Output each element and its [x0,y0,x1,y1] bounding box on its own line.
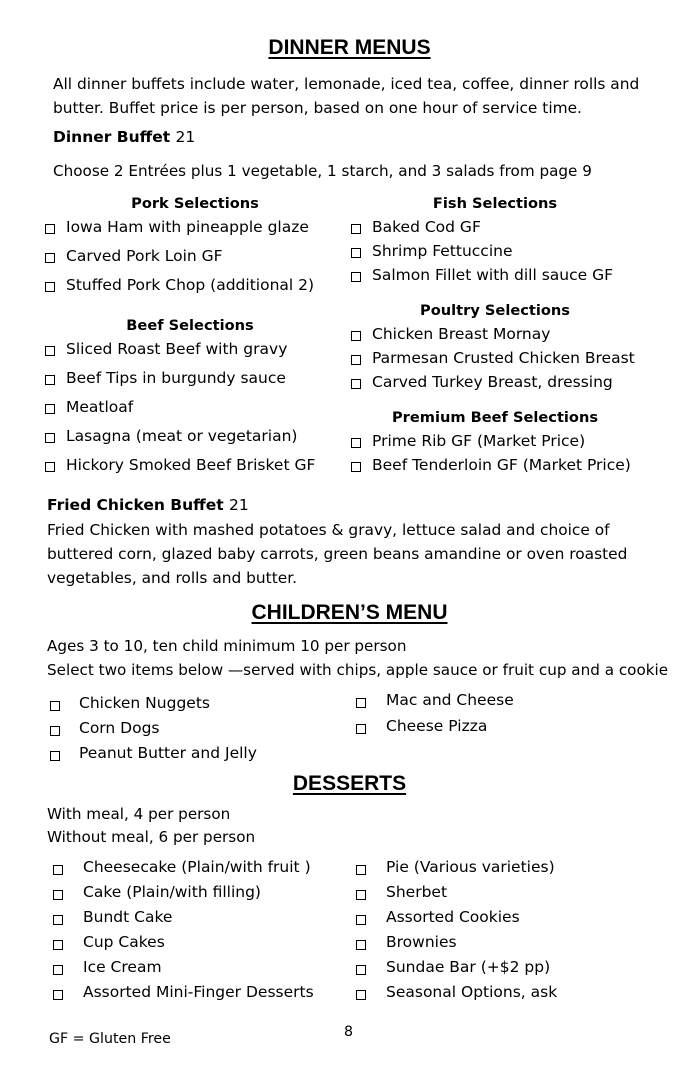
checkbox-icon[interactable] [45,253,55,263]
checkbox-icon[interactable] [45,224,55,234]
fried-chicken-description: Fried Chicken with mashed potatoes & gravy, lettuce salad and choice of buttered corn, glazed baby carrots, green beans amandine or oven roasted vegetables, and rolls and butter. [47,521,628,587]
item-label: Salmon Fillet with dill sauce GF [372,266,614,284]
item-label: Assorted Cookies [386,908,520,926]
checkbox-icon[interactable] [45,433,55,443]
desserts-title: DESSERTS [292,772,407,795]
dinner-buffet-heading [53,128,195,146]
item-label: Ice Cream [83,958,162,976]
item-label: Mac and Cheese [386,691,514,709]
checkbox-icon[interactable] [351,438,361,448]
item-label: Carved Turkey Breast, dressing [372,373,613,391]
checkbox-icon[interactable] [351,379,361,389]
checkbox-icon[interactable] [351,272,361,282]
checkbox-icon[interactable] [356,890,366,900]
item-label: Carved Pork Loin GF [66,247,223,265]
item-label: Chicken Nuggets [79,694,210,712]
item-label: Bundt Cake [83,908,173,926]
item-label: Beef Tenderloin GF (Market Price) [372,456,631,474]
item-label: Sundae Bar (+$2 pp) [386,958,551,976]
checkbox-icon[interactable] [53,890,63,900]
gluten-free-note: GF = Gluten Free [49,1031,171,1047]
intro-text: All dinner buffets include water, lemonade, iced tea, coffee, dinner rolls and butter. Buffet price is per person, based on one hour of service time. [53,75,640,117]
item-label: Peanut Butter and Jelly [79,744,257,762]
checkbox-icon[interactable] [45,375,55,385]
item-label: Chicken Breast Mornay [372,325,551,343]
checkbox-icon[interactable] [53,990,63,1000]
item-label: Stuffed Pork Chop (additional 2) [66,276,315,294]
item-label: Pie (Various varieties) [386,858,555,876]
checkbox-icon[interactable] [53,915,63,925]
item-label: Cake (Plain/with filling) [83,883,261,901]
childrens-menu-ages: Ages 3 to 10, ten child minimum 10 per person [47,637,407,655]
page-number: 8 [344,1024,354,1040]
item-label: Brownies [386,933,457,951]
checkbox-icon[interactable] [356,940,366,950]
poultry-selections-title: Poultry Selections [420,302,570,319]
item-label: Cup Cakes [83,933,165,951]
item-label: Lasagna (meat or vegetarian) [66,427,298,445]
item-label: Parmesan Crusted Chicken Breast [372,349,635,367]
item-label: Seasonal Options, ask [386,983,558,1001]
checkbox-icon[interactable] [351,462,361,472]
item-label: Sliced Roast Beef with gravy [66,340,288,358]
checkbox-icon[interactable] [356,990,366,1000]
item-label: Meatloaf [66,398,134,416]
checkbox-icon[interactable] [50,751,60,761]
checkbox-icon[interactable] [53,940,63,950]
checkbox-icon[interactable] [53,865,63,875]
checkbox-icon[interactable] [356,865,366,875]
fried-chicken-price: 21 [229,496,249,514]
desserts-with-meal: With meal, 4 per person [47,805,231,823]
desserts-without-meal: Without meal, 6 per person [47,828,256,846]
fried-chicken-label: Fried Chicken Buffet [47,496,224,514]
checkbox-icon[interactable] [45,462,55,472]
item-label: Corn Dogs [79,719,160,737]
checkbox-icon[interactable] [356,724,366,734]
item-label: Prime Rib GF (Market Price) [372,432,586,450]
checkbox-icon[interactable] [45,404,55,414]
checkbox-icon[interactable] [356,915,366,925]
dinner-buffet-instructions: Choose 2 Entrées plus 1 vegetable, 1 starch, and 3 salads from page 9 [53,162,592,180]
item-label: Assorted Mini-Finger Desserts [83,983,314,1001]
childrens-menu-instructions: Select two items below —served with chips, apple sauce or fruit cup and a cookie [47,661,669,679]
checkbox-icon[interactable] [45,346,55,356]
checkbox-icon[interactable] [45,282,55,292]
dinner-buffet-label: Dinner Buffet [53,128,171,146]
premium-beef-selections-title: Premium Beef Selections [391,409,599,426]
checkbox-icon[interactable] [351,331,361,341]
checkbox-icon[interactable] [351,355,361,365]
checkbox-icon[interactable] [351,224,361,234]
item-label: Baked Cod GF [372,218,481,236]
item-label: Sherbet [386,883,448,901]
item-label: Iowa Ham with pineapple glaze [66,218,309,236]
childrens-menu-title: CHILDREN’S MENU [251,601,448,624]
checkbox-icon[interactable] [356,965,366,975]
checkbox-icon[interactable] [356,698,366,708]
beef-selections-title: Beef Selections [126,317,254,334]
checkbox-icon[interactable] [53,965,63,975]
page-title: DINNER MENUS [268,36,431,59]
pork-selections-title: Pork Selections [131,195,259,212]
item-label: Beef Tips in burgundy sauce [66,369,286,387]
item-label: Shrimp Fettuccine [372,242,513,260]
dinner-buffet-price: 21 [175,128,196,146]
item-label: Hickory Smoked Beef Brisket GF [66,456,316,474]
fish-selections-title: Fish Selections [432,195,558,212]
checkbox-icon[interactable] [50,701,60,711]
item-label: Cheesecake (Plain/with fruit ) [83,858,311,876]
checkbox-icon[interactable] [351,248,361,258]
checkbox-icon[interactable] [50,726,60,736]
item-label: Cheese Pizza [386,717,488,735]
fried-chicken-heading [47,496,249,514]
